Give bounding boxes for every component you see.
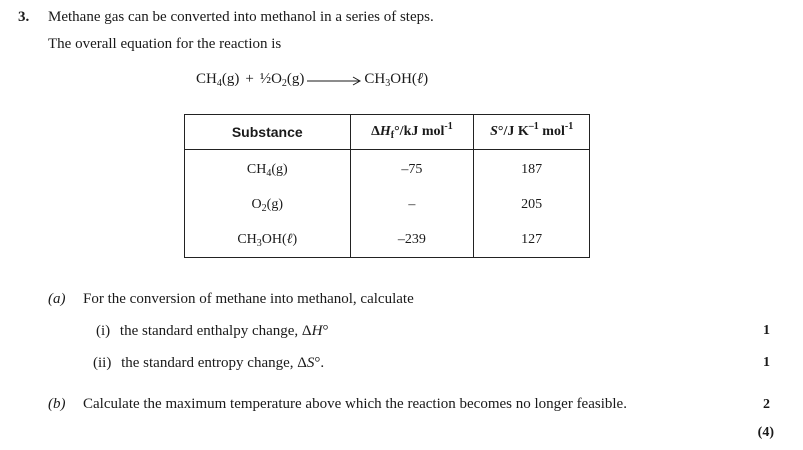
entropy-cell: 187 — [474, 150, 590, 188]
header-enthalpy: $\Delta H_f^\circ/kJ$ mol$^{-1}$ — [350, 115, 474, 150]
entropy-cell: 127 — [474, 222, 590, 258]
part-a-ii-label: (ii) — [93, 355, 112, 371]
header-substance: Substance — [185, 115, 351, 150]
part-a-i — [96, 323, 328, 340]
enthalpy-cell: –239 — [350, 222, 474, 258]
part-b-label: (b) — [48, 396, 66, 412]
reaction-equation — [196, 71, 428, 88]
substance-cell: $O_2(g)$ — [185, 187, 351, 222]
mark-a-ii: 1 — [763, 355, 770, 370]
entropy-cell: 205 — [474, 187, 590, 222]
thermodynamic-data-table — [184, 114, 590, 258]
mark-a-i: 1 — [763, 323, 770, 338]
substance-cell: $CH_4(g)$ — [185, 150, 351, 188]
question-intro-line2: The overall equation for the reaction is — [48, 36, 282, 52]
equation-plus: + — [245, 71, 254, 87]
table-row — [185, 150, 590, 188]
equation-reactant2: $\frac{1}{2}O_2(g)$ — [259, 71, 305, 89]
table-row — [185, 222, 590, 258]
table-header-row — [185, 115, 590, 150]
header-entropy: S°/J $K^{-1}$ mol$^{-1}$ — [474, 115, 590, 150]
part-a-i-label: (i) — [96, 323, 111, 339]
part-a-ii — [93, 355, 324, 372]
table-row — [185, 187, 590, 222]
part-a-i-text: the standard enthalpy change, ΔH° — [119, 323, 329, 339]
question-number: 3. — [18, 9, 30, 25]
equation-reactant1: $CH_4(g)$ — [196, 71, 240, 89]
enthalpy-cell: – — [350, 187, 474, 222]
substance-cell: $CH_3OH(\ell)$ — [185, 222, 351, 258]
enthalpy-cell: –75 — [350, 150, 474, 188]
mark-total: (4) — [757, 425, 774, 440]
part-a-ii-text: the standard entropy change, ΔS°. — [121, 355, 325, 371]
part-a-label: (a) — [48, 291, 66, 307]
reaction-arrow-icon — [307, 76, 361, 86]
question-intro-line1: Methane gas can be converted into methanol in a series of steps. — [48, 9, 434, 25]
part-a-text: For the conversion of methane into methanol, calculate — [83, 291, 414, 307]
mark-b: 2 — [763, 397, 770, 412]
part-b-text: Calculate the maximum temperature above which the reaction becomes no longer feasible. — [83, 396, 627, 412]
equation-product: $CH_3OH(\ell)$ — [364, 71, 429, 89]
